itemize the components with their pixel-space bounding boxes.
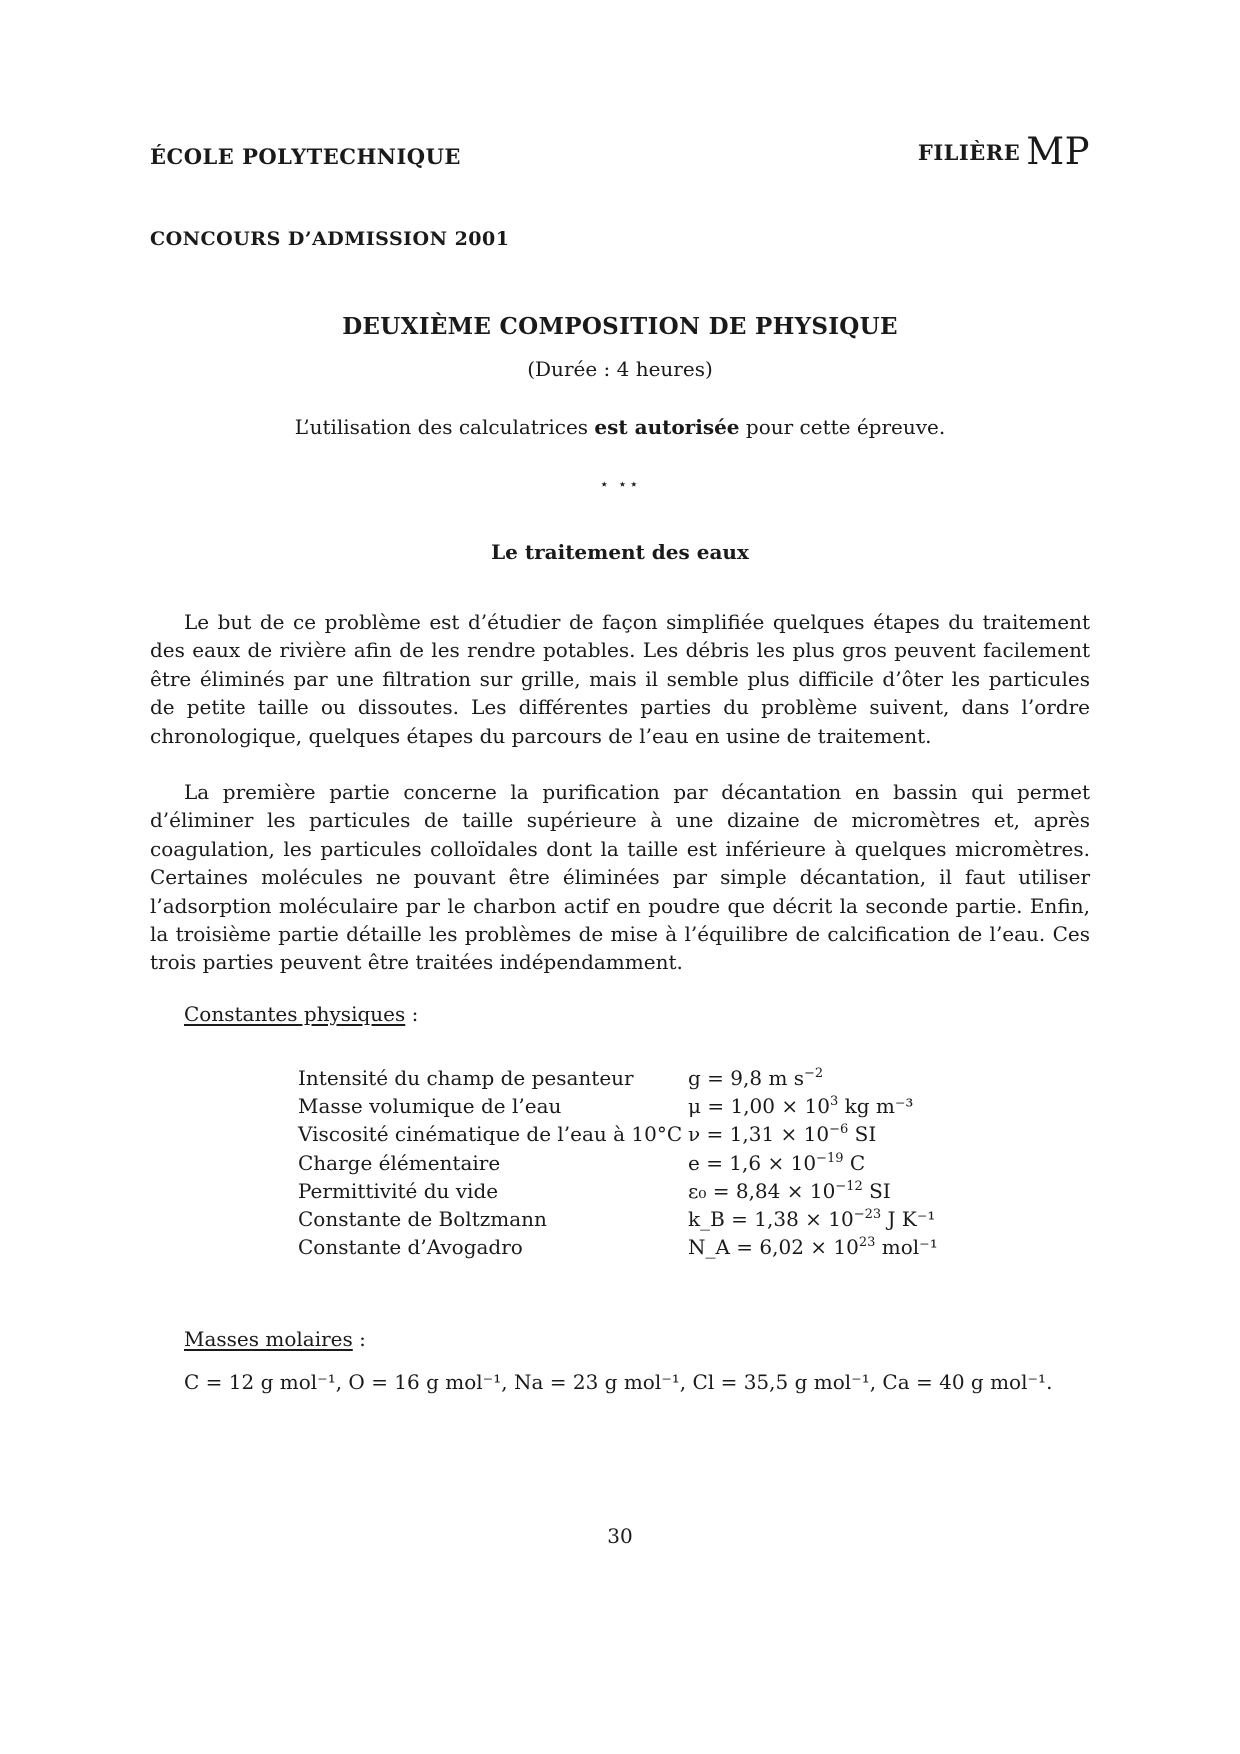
constant-row <box>298 1233 938 1261</box>
constant-unit: SI <box>848 1122 877 1147</box>
constant-value-main: ν = 1,31 × 10 <box>688 1122 830 1147</box>
constant-label: Masse volumique de l’eau <box>298 1094 562 1119</box>
constant-unit: SI <box>862 1178 891 1203</box>
constant-row <box>298 1177 938 1205</box>
constant-unit: J K⁻¹ <box>881 1207 936 1232</box>
molar-heading-text: Masses molaires <box>184 1327 353 1351</box>
filiere-header <box>918 130 1090 173</box>
constant-value <box>688 1177 938 1205</box>
filiere-value: MP <box>1026 130 1090 173</box>
constants-heading-text: Constantes physiques <box>184 1002 406 1026</box>
constant-row <box>298 1064 938 1092</box>
constant-label: Intensité du champ de pesanteur <box>298 1066 634 1091</box>
molar-masses: C = 12 g mol⁻¹, O = 16 g mol⁻¹, Na = 23 g mol⁻¹, Cl = 35,5 g mol⁻¹, Ca = 40 g mol⁻¹. <box>184 1370 1053 1394</box>
molar-heading <box>184 1327 366 1351</box>
constant-unit: mol⁻¹ <box>875 1235 938 1260</box>
constant-value-main: k_B = 1,38 × 10 <box>688 1207 854 1232</box>
constant-exponent: −23 <box>853 1207 882 1223</box>
constant-value <box>688 1149 938 1177</box>
constant-exponent: −12 <box>835 1178 863 1194</box>
constant-row <box>298 1205 938 1233</box>
page-number: 30 <box>607 1524 633 1548</box>
constant-exponent: −6 <box>829 1122 849 1138</box>
constant-exponent: 3 <box>829 1094 839 1110</box>
constant-exponent: −19 <box>816 1150 844 1166</box>
problem-subtitle: Le traitement des eaux <box>491 540 749 564</box>
calculator-note <box>0 415 1240 439</box>
constant-row <box>298 1149 938 1177</box>
constant-unit: C <box>843 1150 866 1175</box>
constant-label: Charge élémentaire <box>298 1150 501 1175</box>
constant-value-main: N_A = 6,02 × 10 <box>688 1235 859 1260</box>
constant-value <box>688 1064 938 1092</box>
constant-value-main: μ = 1,00 × 10 <box>688 1094 830 1119</box>
constants-table <box>298 1064 938 1261</box>
constant-value <box>688 1092 938 1120</box>
constant-unit: kg m⁻³ <box>838 1094 914 1119</box>
constant-value <box>688 1120 938 1148</box>
constant-exponent: 23 <box>858 1235 876 1251</box>
calculator-note-bold: est autorisée <box>594 415 740 439</box>
constant-label: Constante de Boltzmann <box>298 1207 547 1232</box>
intro-paragraph-2 <box>150 778 1090 977</box>
calculator-note-after: pour cette épreuve. <box>739 415 946 439</box>
filiere-label: FILIÈRE <box>917 140 1021 165</box>
constant-row <box>298 1120 938 1148</box>
paragraph-text: Le but de ce problème est d’étudier de façon simplifiée quelques étapes du traitement des eaux de rivière afin de les rendre potables. Les débris les plus gros peuvent facilement être éliminés par une filtration sur grille, mais il semble plus difficile d’ôter les particules de petite taille ou dissoutes. Les différentes parties du problème suivent, dans l’ordre chronologique, quelques étapes du parcours de l’eau en usine de traitement. <box>150 610 1090 748</box>
paragraph-text: La première partie concerne la purification par décantation en bassin qui permet d’éliminer les particules de taille supérieure à une dizaine de micromètres et, après coagulation, les particules colloïdales dont la taille est inférieure à quelques micromètres. Certaines molécules ne pouvant être éliminées par simple décantation, il faut utiliser l’adsorption moléculaire par le charbon actif en poudre que décrit la seconde partie. Enfin, la troisième partie détaille les problèmes de mise à l’équilibre de calcification de l’eau. Ces trois parties peuvent être traitées indépendamment. <box>150 780 1090 975</box>
molar-heading-suffix: : <box>352 1327 366 1351</box>
constant-value-main: e = 1,6 × 10 <box>688 1150 817 1175</box>
calculator-note-before: L’utilisation des calculatrices <box>294 415 595 439</box>
constant-label: Viscosité cinématique de l’eau à 10°C <box>298 1122 683 1147</box>
school-name: ÉCOLE POLYTECHNIQUE <box>150 144 461 169</box>
constant-exponent: −2 <box>804 1066 824 1082</box>
constant-label: Constante d’Avogadro <box>298 1235 523 1260</box>
constant-value <box>688 1205 938 1233</box>
constant-value-main: ε₀ = 8,84 × 10 <box>688 1178 836 1203</box>
duration-note: (Durée : 4 heures) <box>527 357 713 381</box>
stars-separator: ⋆ ⋆⋆ <box>599 475 641 493</box>
constant-value <box>688 1233 938 1261</box>
constants-heading <box>184 1002 418 1026</box>
intro-paragraph-1 <box>150 608 1090 750</box>
constant-row <box>298 1092 938 1120</box>
constant-value-main: g = 9,8 m s <box>688 1066 805 1091</box>
constant-label: Permittivité du vide <box>298 1178 499 1203</box>
concours-label: CONCOURS D’ADMISSION 2001 <box>150 228 510 250</box>
page-title: DEUXIÈME COMPOSITION DE PHYSIQUE <box>342 313 898 340</box>
constants-heading-suffix: : <box>405 1002 419 1026</box>
